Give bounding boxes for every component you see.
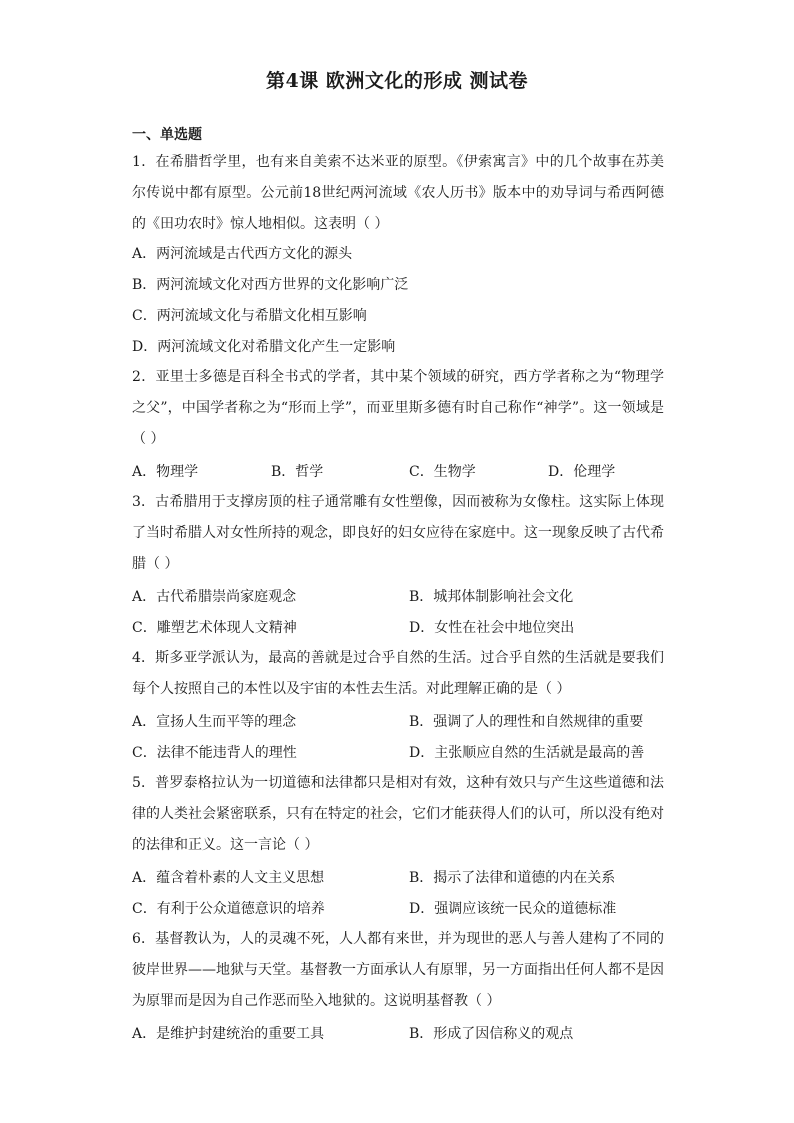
- question-2-option-c[interactable]: C．生物学: [409, 464, 476, 480]
- question-1-stem: 1．在希腊哲学里，也有来自美索不达米亚的原型。《伊索寓言》中的几个故事在苏美尔传说中都有原型。公元前18世纪两河流域《农人历书》版本中的劝导词与希西阿德的《田功农时》惊人地相似。这表明（ ）: [132, 154, 664, 232]
- question-4-option-a[interactable]: A．宣扬人生而平等的理念: [132, 714, 297, 730]
- question-6-option-a[interactable]: A．是维护封建统治的重要工具: [132, 1026, 325, 1042]
- question-5-option-c[interactable]: C．有利于公众道德意识的培养: [132, 901, 325, 917]
- question-3-option-c[interactable]: C．雕塑艺术体现人文精神: [132, 620, 297, 636]
- question-3-stem: 3．古希腊用于支撑房顶的柱子通常雕有女性塑像，因而被称为女像柱。这实际上体现了当时希腊人对女性所持的观念，即良好的妇女应待在家庭中。这一现象反映了古代希腊（ ）: [132, 494, 664, 572]
- question-2-stem: 2．亚里士多德是百科全书式的学者，其中某个领域的研究，西方学者称之为“物理学之父”，中国学者称之为“形而上学”，而亚里斯多德有时自己称作“神学”。这一领域是（ ）: [132, 369, 664, 447]
- question-1-option-d[interactable]: D．两河流域文化对希腊文化产生一定影响: [132, 339, 396, 355]
- question-2-option-d[interactable]: D．伦理学: [548, 464, 616, 480]
- question-5-option-d[interactable]: D．强调应该统一民众的道德标准: [409, 901, 617, 917]
- question-5-option-b[interactable]: B．揭示了法律和道德的内在关系: [409, 870, 616, 886]
- question-3-option-b[interactable]: B．城邦体制影响社会文化: [409, 589, 574, 605]
- question-1-option-c[interactable]: C．两河流域文化与希腊文化相互影响: [132, 308, 367, 324]
- section-heading: 一、单选题: [132, 127, 202, 143]
- question-1-option-a[interactable]: A．两河流域是古代西方文化的源头: [132, 246, 353, 262]
- question-4-option-c[interactable]: C．法律不能违背人的理性: [132, 745, 297, 761]
- question-6-option-b[interactable]: B．形成了因信称义的观点: [409, 1026, 574, 1042]
- question-5-option-a[interactable]: A．蕴含着朴素的人文主义思想: [132, 870, 325, 886]
- question-2-option-b[interactable]: B．哲学: [271, 464, 324, 480]
- question-4-option-d[interactable]: D．主张顺应自然的生活就是最高的善: [409, 745, 645, 761]
- question-4-stem: 4．斯多亚学派认为，最高的善就是过合乎自然的生活。过合乎自然的生活就是要我们每个人按照自己的本性以及宇宙的本性去生活。对此理解正确的是（ ）: [132, 650, 664, 697]
- page-title: 第4课 欧洲文化的形成 测试卷: [266, 70, 528, 92]
- question-3-option-d[interactable]: D．女性在社会中地位突出: [409, 620, 575, 636]
- question-4-option-b[interactable]: B．强调了人的理性和自然规律的重要: [409, 714, 644, 730]
- question-3-option-a[interactable]: A．古代希腊崇尚家庭观念: [132, 589, 297, 605]
- question-1-option-b[interactable]: B．两河流域文化对西方世界的文化影响广泛: [132, 277, 409, 293]
- question-2-option-a[interactable]: A．物理学: [132, 464, 199, 480]
- question-6-stem: 6．基督教认为，人的灵魂不死，人人都有来世，并为现世的恶人与善人建构了不同的彼岸世界——地狱与天堂。基督教一方面承认人有原罪，另一方面指出任何人都不是因为原罪而是因为自己作恶而坠入地狱的。这说明基督教（ ）: [132, 931, 664, 1009]
- question-5-stem: 5．普罗泰格拉认为一切道德和法律都只是相对有效，这种有效只与产生这些道德和法律的人类社会紧密联系，只有在特定的社会，它们才能获得人们的认可，所以没有绝对的法律和正义。这一言论（ ）: [132, 775, 664, 853]
